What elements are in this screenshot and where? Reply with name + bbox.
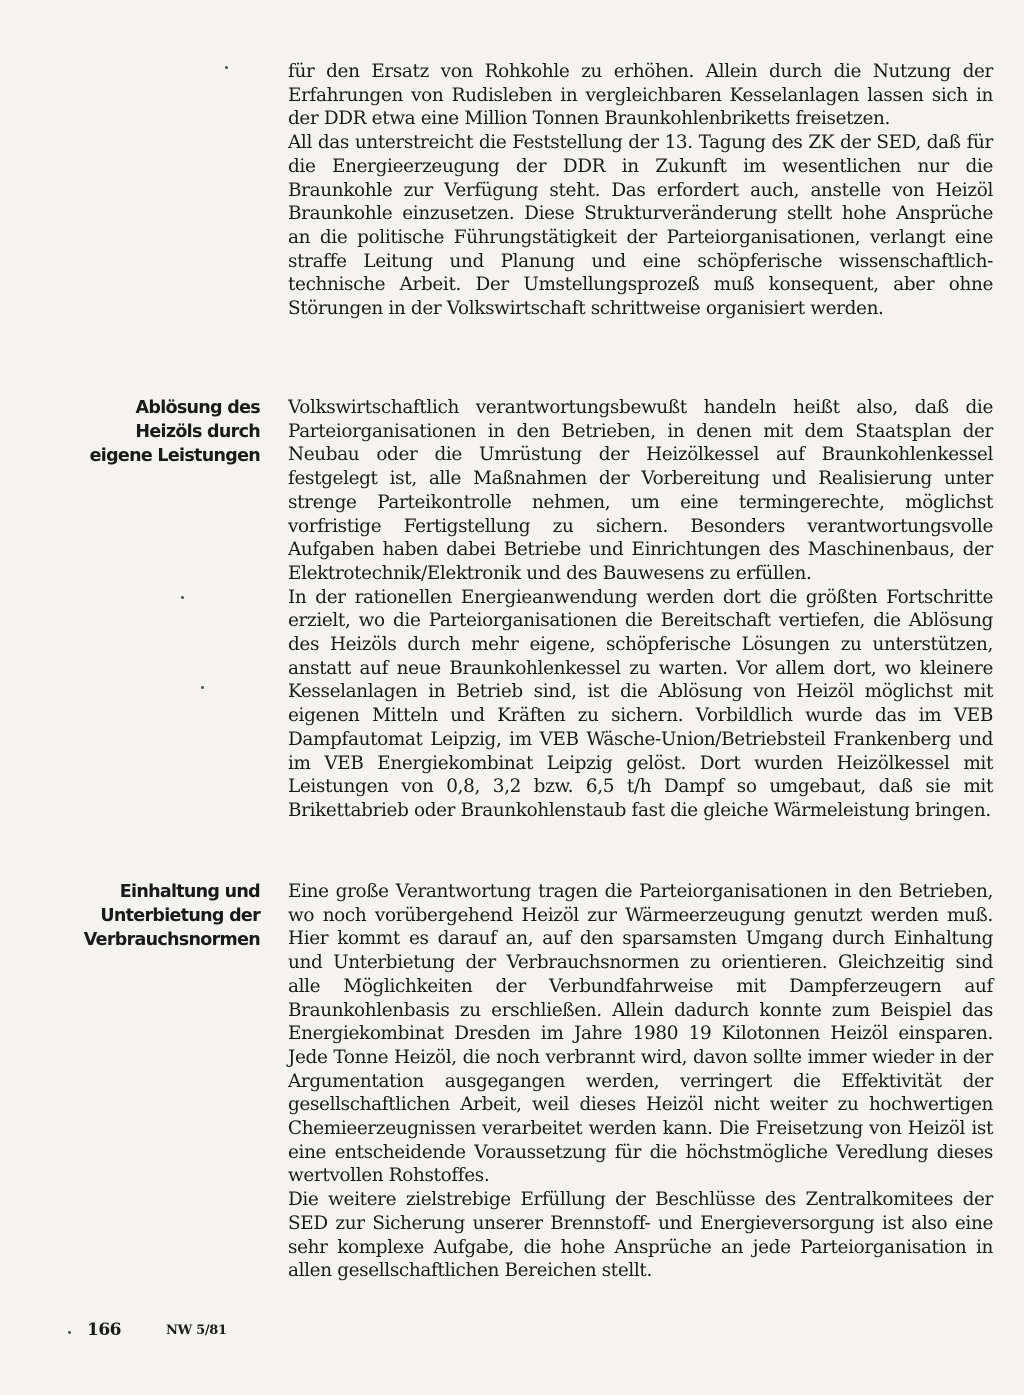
paragraph: All das unterstreicht die Feststellung der 13. Tagung des ZK der SED, daß für die Energieerzeugung der DDR in Zukunft im wesentlichen nur die Braunkohle zur Verfügung steht. Das erfordert auch, anstelle von Heizöl Braunkohle einzusetzen. Diese Strukturveränderung stellt hohe Ansprüche an die politische Führungstätigkeit der Parteiorganisationen, verlangt eine straffe Leitung und Planung und eine schöpferische wissenschaftlich-technische Arbeit. Der Umstellungsprozeß muß konsequent, aber ohne Störungen in der Volkswirtschaft schrittweise organisiert werden. <box>288 132 993 320</box>
paragraph: Volkswirtschaftlich verantwortungsbewußt handeln heißt also, daß die Parteiorganisationen in den Betrieben, in denen mit dem Staatsplan der Neubau oder die Umrüstung der Heizölkessel auf Braunkohlenkessel festgelegt ist, alle Maßnahmen der Vorbereitung und Realisierung unter strenge Parteikontrolle nehmen, um eine termingerechte, möglichst vorfristige Fertigstellung zu sichern. Besonders verantwortungsvolle Aufgaben haben dabei Betriebe und Einrichtungen des Maschinenbaus, der Elektrotechnik/Elektronik und des Bauwesens zu erfüllen. <box>288 397 993 584</box>
issue-reference: NW 5/81 <box>166 1323 227 1338</box>
sidenote-line: Verbrauchsnormen <box>83 930 260 950</box>
paragraph: In der rationellen Energieanwendung werden dort die größten Fortschritte erzielt, wo die Parteiorganisationen die Bereitschaft vertiefen, die Ablösung des Heizöls durch mehr eigene, schöpferische Lösungen zu unterstützen, anstatt auf neue Braunkohlenkessel zu warten. Vor allem dort, wo kleinere Kesselanlagen in Betrieb sind, ist die Ablösung von Heizöl möglichst mit eigenen Mitteln und Kräften zu sichern. Vorbildlich wurde das im VEB Dampfautomat Leipzig, im VEB Wäsche-Union/Betriebsteil Frankenberg und im VEB Energiekombinat Leipzig gelöst. Dort wurden Heizölkessel mit Leistungen von 0,8, 3,2 bzw. 6,5 t/h Dampf so umgebaut, daß sie mit Brikettabrieb oder Braunkohlenstaub fast die gleiche Wärmeleistung bringen. <box>288 586 993 821</box>
scan-speck <box>68 1331 71 1334</box>
paragraph: Eine große Verantwortung tragen die Parteiorganisationen in den Betrieben, wo noch vorübergehend Heizöl zur Wärmeerzeugung genutzt werden muß. Hier kommt es darauf an, auf den sparsamsten Umgang durch Einhaltung und Unterbietung der Verbrauchsnormen zu orientieren. Gleichzeitig sind alle Möglichkeiten der Verbundfahrweise mit Dampferzeugern auf Braunkohlenbasis zu erschließen. Allein dadurch konnte zum Beispiel das Energiekombinat Dresden im Jahre 1980 19 Kilotonnen Heizöl einsparen. Jede Tonne Heizöl, die noch verbrannt wird, davon sollte immer wieder in der Argumentation ausgegangen werden, verringert die Effektivität der gesellschaftlichen Arbeit, weil dieses Heizöl nicht weiter zu hochwertigen Chemieerzeugnissen verarbeitet werden kann. Die Freisetzung von Heizöl ist eine entscheidende Voraussetzung für die höchstmögliche Veredlung dieses wertvollen Rohstoffes. <box>288 881 993 1187</box>
page-number: 166 <box>87 1320 121 1340</box>
sidenote-line: Einhaltung und <box>119 882 260 902</box>
sidenote-line: Unterbietung der <box>100 906 260 926</box>
sidenote-line: Heizöls durch <box>135 422 260 442</box>
text-block-section-2 <box>288 880 993 1283</box>
scan-speck <box>225 66 228 69</box>
sidenote-line: Ablösung des <box>135 398 260 418</box>
sidenote-heading <box>70 396 260 468</box>
scan-speck <box>181 596 184 599</box>
sidenote-heading <box>70 880 260 952</box>
text-block-section-1 <box>288 396 993 823</box>
paragraph: Die weitere zielstrebige Erfüllung der Beschlüsse des Zentralkomitees der SED zur Sicherung unserer Brennstoff- und Energieversorgung ist also eine sehr komplexe Aufgabe, die hohe Ansprüche an jede Parteiorganisation in allen gesellschaftlichen Bereichen stellt. <box>288 1189 993 1282</box>
scan-speck <box>201 686 204 689</box>
paragraph: für den Ersatz von Rohkohle zu erhöhen. Allein durch die Nutzung der Erfahrungen von Rudisleben in vergleichbaren Kesselanlagen lassen sich in der DDR etwa eine Million Tonnen Braunkohlenbriketts freisetzen. <box>288 61 993 130</box>
text-block-intro <box>288 60 993 321</box>
sidenote-line: eigene Leistungen <box>89 446 260 466</box>
